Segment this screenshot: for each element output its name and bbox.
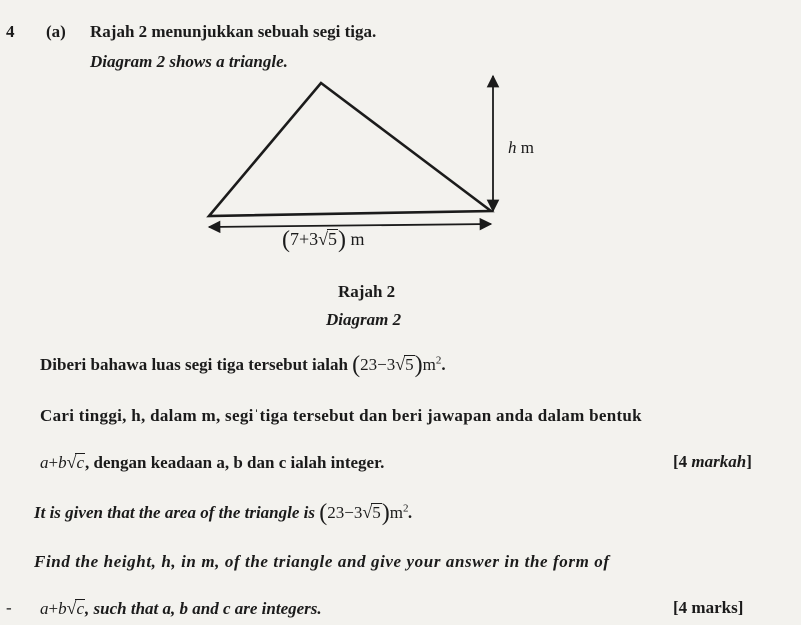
answer-form-english: a+b√c, such that a, b and c are integers.	[40, 598, 322, 618]
given-area-malay: Diberi bahawa luas segi tiga tersebut ialah $(23-3√5)m^2$.	[40, 352, 446, 378]
intro-text-english: Diagram 2 shows a triangle.	[90, 52, 288, 71]
question-part: (a)	[46, 22, 66, 41]
given-area-english: It is given that the area of the triangle is $(23-3√5)m^2$.	[34, 500, 413, 526]
find-instruction-english: Find the height, h, in m, of the triangle and give your answer in the form of	[34, 552, 610, 571]
height-label: h m	[508, 138, 534, 157]
base-label: (7+3√5) m	[282, 227, 365, 253]
diagram-caption-english: Diagram 2	[326, 310, 402, 329]
question-number: 4	[6, 22, 15, 41]
triangle-shape	[209, 83, 491, 216]
margin-mark: -	[6, 598, 12, 617]
marks-malay: [4 markah]	[673, 452, 752, 471]
find-instruction-malay: Cari tinggi, h, dalam m, segiˈtiga tersebut dan beri jawapan anda dalam bentuk	[40, 406, 642, 425]
intro-text-malay: Rajah 2 menunjukkan sebuah segi tiga.	[90, 22, 377, 41]
marks-english: [4 marks]	[673, 598, 744, 617]
answer-form-malay: a+b√c, dengan keadaan a, b dan c ialah integer.	[40, 452, 385, 472]
diagram-caption-malay: Rajah 2	[338, 282, 396, 301]
